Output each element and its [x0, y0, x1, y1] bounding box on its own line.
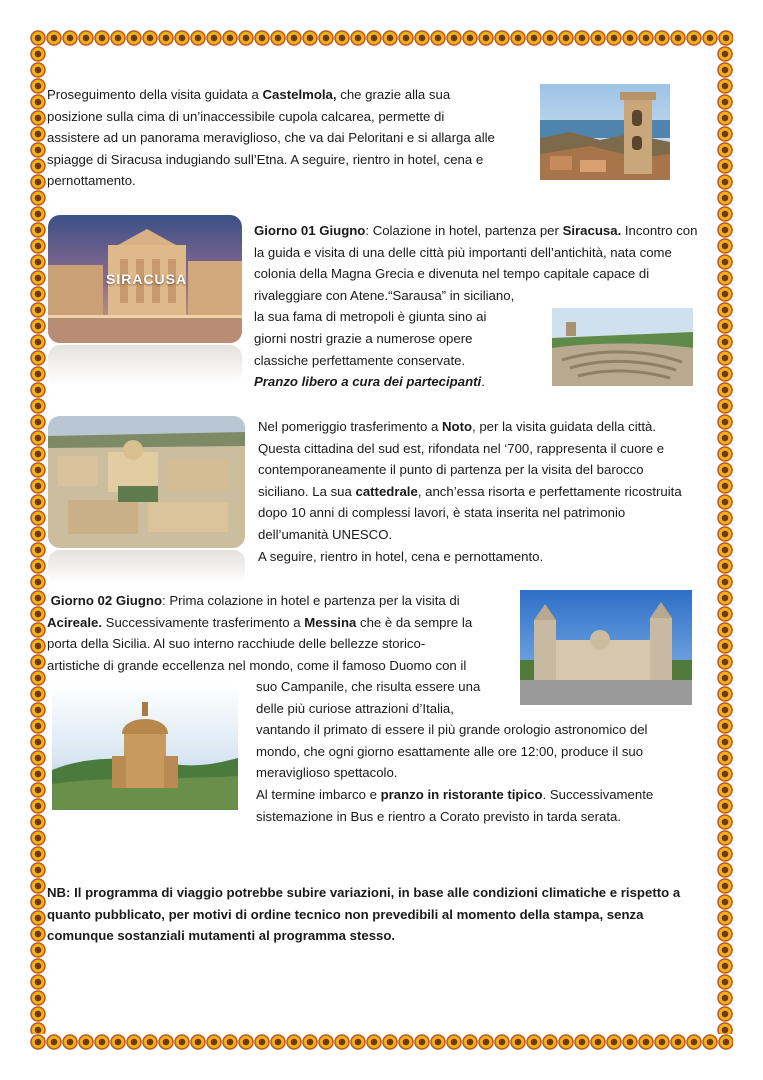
text-run: , per la visita guidata della città.: [472, 419, 657, 434]
text-line: sistemazione in Bus e rientro a Corato previsto in tarda serata.: [256, 808, 622, 824]
place-noto: Noto: [441, 419, 473, 434]
text-line: Questa cittadina del sud est, rifondata nel ‘700, rappresenta il cuore e: [258, 440, 665, 456]
text-line: [258, 416, 682, 438]
paragraph-noto: [258, 416, 682, 567]
day-heading: Giorno 01 Giugno: [254, 223, 366, 238]
greek-theatre-photo: [552, 308, 693, 386]
sunflower-border-right: [717, 46, 733, 1034]
text-line: pernottamento.: [47, 173, 136, 189]
place-messina: Messina: [304, 614, 357, 630]
text-line: [258, 481, 682, 503]
sunflower-border-top: [30, 30, 733, 46]
text-line: artistiche di grande eccellenza nel mondo, come il famoso Duomo con il: [47, 657, 467, 673]
text-line: [256, 784, 653, 806]
text-line: assistere ad un panorama meraviglioso, che va dai Peloritani e si allarga alle: [47, 130, 495, 146]
text-run: .: [481, 374, 485, 390]
text-run: che è da sempre la: [356, 614, 473, 630]
text-run: . Successivamente: [542, 786, 654, 802]
text-line: comunque sostanziali mutamenti al programma stesso.: [47, 928, 396, 944]
text-run: Successivamente trasferimento a: [102, 614, 305, 630]
text-run: Il programma di viaggio potrebbe subire variazioni, in base alle condizioni climatiche e rispetto a: [70, 885, 681, 900]
paragraph-giorno-02-continued: [256, 676, 653, 827]
text-run: che grazie alla sua: [336, 87, 451, 102]
text-run: Nel pomeriggio trasferimento a: [258, 419, 442, 434]
text-line: giorni nostri grazie a numerose opere: [254, 330, 473, 346]
text-line: posizione sulla cima di un’inaccessibile cupola calcarea, permette di: [47, 108, 445, 124]
paragraph-castelmola: [47, 84, 495, 192]
text-line: [47, 590, 472, 612]
text-run: Incontro con: [621, 223, 698, 238]
place-acireale: Acireale.: [47, 614, 102, 630]
text-line: la guida e visita di una delle città più importanti dell’antichità, nata come: [254, 244, 672, 260]
noto-photo: [48, 416, 245, 548]
lunch-restaurant-note: pranzo in ristorante tipico: [380, 786, 543, 802]
text-line: quanto pubblicato, per motivi di ordine tecnico non prevedibili al momento della stampa, senza: [47, 906, 644, 922]
castelmola-photo: [540, 84, 670, 180]
text-run: siciliano. La sua: [258, 483, 356, 499]
siracusa-photo: [48, 215, 242, 343]
siracusa-photo-reflection: [48, 345, 242, 385]
place-castelmola: Castelmola,: [262, 87, 337, 102]
text-line: suo Campanile, che risulta essere una: [256, 679, 481, 694]
siracusa-photo-caption: SIRACUSA: [106, 271, 188, 287]
text-line: [47, 612, 472, 634]
text-line: la sua fama di metropoli è giunta sino ai: [254, 309, 487, 325]
text-line: mondo, che ogni giorno esattamente alle ore 12:00, produce il suo: [256, 743, 644, 759]
cathedral-word: cattedrale: [355, 483, 418, 499]
nb-label: NB:: [47, 885, 71, 900]
text-line: A seguire, rientro in hotel, cena e pernottamento.: [258, 548, 544, 564]
paragraph-giorno-02: [47, 590, 472, 676]
text-line: dell’umanità UNESCO.: [258, 526, 393, 542]
lunch-note: Pranzo libero a cura dei partecipanti: [254, 374, 482, 390]
nb-disclaimer: [47, 882, 680, 947]
text-line: vantando il primato di essere il più grande orologio astronomico del: [256, 722, 648, 738]
place-siracusa: Siracusa.: [562, 223, 622, 238]
text-run: : Colazione in hotel, partenza per: [365, 223, 563, 238]
text-run: : Prima colazione in hotel e partenza per la visita di: [162, 593, 460, 608]
text-line: [47, 84, 495, 106]
text-line: delle più curiose attrazioni d’Italia,: [256, 700, 454, 716]
noto-photo-reflection: [48, 550, 245, 584]
text-run: Al termine imbarco e: [256, 786, 381, 802]
day-heading: Giorno 02 Giugno: [50, 593, 163, 608]
text-line: spiagge di Siracusa indugiando sull’Etna. A seguire, rientro in hotel, cena e: [47, 151, 484, 167]
text-line: colonia della Magna Grecia e divenuta nel tempo capitale capace di: [254, 266, 650, 282]
text-line: rivaleggiare con Atene.“Sarausa” in siciliano,: [254, 287, 515, 303]
text-line: porta della Sicilia. Al suo interno racchiude delle bellezze storico-: [47, 636, 426, 652]
text-line: [254, 220, 697, 242]
text-line: meraviglioso spettacolo.: [256, 765, 398, 781]
sunflower-border-left: [30, 46, 46, 1034]
text-run: , anch’essa risorta e perfettamente ricostruita: [417, 483, 682, 499]
text-line: contemporaneamente il punto di partenza per la visita del barocco: [258, 462, 644, 478]
text-line: [47, 882, 680, 904]
text-run: Proseguimento della visita guidata a: [47, 87, 263, 102]
sunflower-border-bottom: [30, 1034, 733, 1050]
messina-photo: [52, 684, 238, 810]
text-line: classiche perfettamente conservate.: [254, 352, 466, 368]
text-line: dopo 10 anni di complessi lavori, è stata inserita nel patrimonio: [258, 505, 626, 521]
